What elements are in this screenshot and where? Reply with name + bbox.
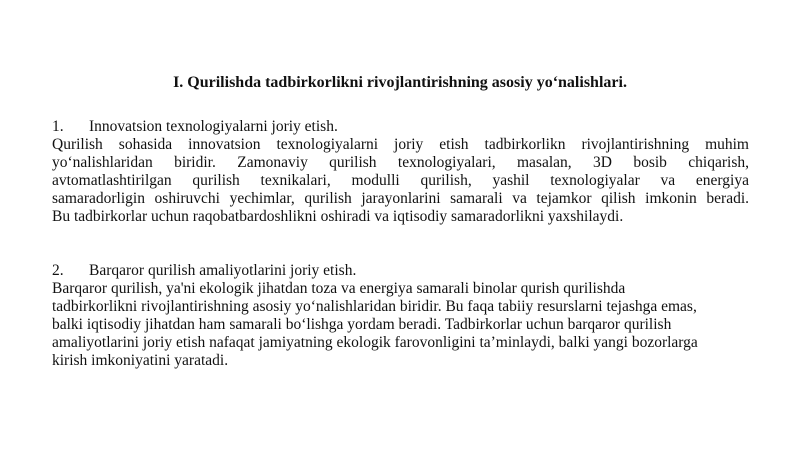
section-number: 2. xyxy=(52,262,64,279)
body-line: tadbirkorlikni rivojlantirishning asosiy yo‘nalishlaridan biridir. Bu faqa tabiiy resurslarni tejashga emas, xyxy=(52,298,697,315)
body-line: samaradorligin oshiruvchi yechimlar, qurilish jarayonlarini samarali va tejamkor qilish imkonin beradi. xyxy=(52,190,749,207)
section-sustainable xyxy=(52,262,749,370)
section-body xyxy=(52,280,749,370)
body-line: avtomatlashtirilgan qurilish texnikalari, modulli qurilish, yashil texnologiyalar va energiya xyxy=(52,172,749,189)
body-line: Qurilish sohasida innovatsion texnologiyalarni joriy etish tadbirkorlikn rivojlantirishning muhim xyxy=(52,136,749,153)
body-line: kirish imkoniyatini yaratadi. xyxy=(52,352,229,369)
document-title: I. Qurilishda tadbirkorlikni rivojlantirishning asosiy yo‘nalishlari. xyxy=(173,74,627,91)
body-line: balki iqtisodiy jihatdan ham samarali bo‘lishga yordam beradi. Tadbirkorlar uchun barqaror qurilish xyxy=(52,316,672,333)
section-heading xyxy=(52,118,749,136)
section-number: 1. xyxy=(52,118,64,135)
section-heading-text: Innovatsion texnologiyalarni joriy etish. xyxy=(89,118,338,135)
body-line: Bu tadbirkorlar uchun raqobatbardoshlikni oshiradi va iqtisodiy samaradorlikni yaxshilaydi. xyxy=(52,208,624,225)
section-heading xyxy=(52,262,749,280)
body-line: Barqaror qurilish, ya'ni ekologik jihatdan toza va energiya samarali binolar qurish qurilishda xyxy=(52,280,626,297)
section-innovation xyxy=(52,118,749,226)
section-heading-text: Barqaror qurilish amaliyotlarini joriy etish. xyxy=(89,262,357,279)
body-line: yo‘nalishlaridan biridir. Zamonaviy qurilish texnologiyalari, masalan, 3D bosib chiqarish, xyxy=(52,154,749,171)
section-body xyxy=(52,136,749,226)
body-line: amaliyotlarini joriy etish nafaqat jamiyatning ekologik farovonligini ta’minlaydi, balki yangi bozorlarga xyxy=(52,334,698,351)
